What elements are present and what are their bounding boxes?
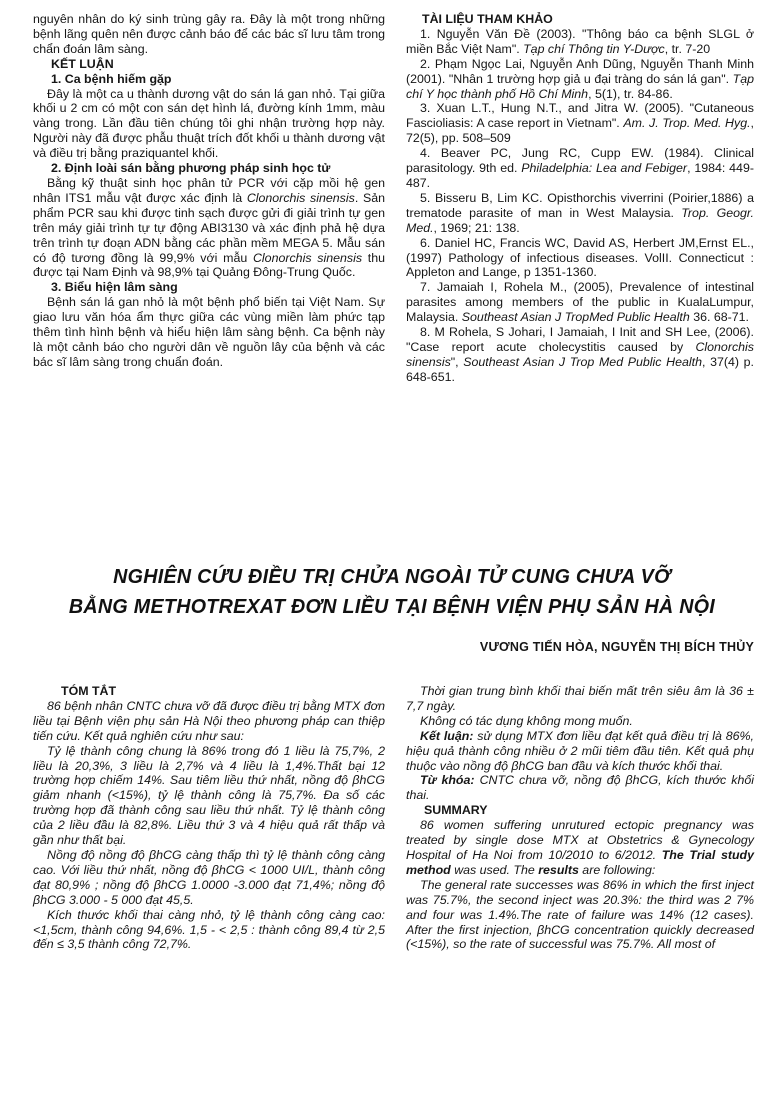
section-1-text: Đây là một ca u thành dương vật do sán lá gan nhỏ. Tại giữa khối u 2 cm có một con sán dẹt hình lá, đường kính 1mm, màu vàng trong. Lần đầu tiên chúng tôi ghi nhận trường hợp này. Người này đã được phẫu thuật trích đốt khối u thành dương vật và điều trị bằng praziquantel khối.: [33, 86, 385, 161]
reference-text: , 72(5), pp. 508–509: [406, 116, 754, 146]
reference-text: 1. Nguyễn Văn Đề (2003). "Thông báo ca bệnh SLGL ở miền Bắc Việt Nam".: [406, 26, 754, 56]
reference-text: , 5(1), tr. 84-86.: [588, 86, 673, 101]
conclusion-text: sử dụng MTX đơn liều đạt kết quả điều trị là 86%, hiệu quả thành công nhiều ở 2 mũi tiêm đầu tiên. Kết quả phụ thuộc vào nồng độ βhCG ban đầu và kích thước khối thai.: [406, 728, 754, 773]
keywords-label: Từ khóa:: [420, 773, 475, 788]
reference-text: , 1984: 449-487.: [406, 161, 754, 190]
summary-text: are following:: [578, 862, 656, 877]
references-heading: TÀI LIỆU THAM KHẢO: [422, 12, 553, 26]
reference-text: 36. 68-71.: [689, 310, 749, 325]
species-name: Clonorchis sinensis: [252, 250, 363, 265]
keywords-text: CNTC chưa vỡ, nồng độ βhCG, kích thước khối thai.: [406, 773, 754, 803]
abstract-keywords: [406, 773, 754, 803]
journal-name: Southeast Asian J Trop Med Public Health: [463, 354, 702, 369]
summary-heading: SUMMARY: [424, 803, 488, 818]
journal-name: Southeast Asian J TropMed Public Health: [461, 310, 690, 325]
abstract-paragraph-4: Kích thước khối thai càng nhỏ, tỷ lệ thành công càng cao: <1,5cm, thành công 94,6%. 1,5 - < 2,5 : thành công 89,4 từ 2,5 đến ≤ 3,5 thành công 72,7%.: [33, 907, 385, 952]
summary-paragraph-1: [406, 818, 754, 878]
abstract-paragraph-6: Không có tác dụng không mong muốn.: [420, 713, 633, 728]
reference-7: [406, 280, 754, 325]
reference-2: [406, 57, 754, 102]
references-column: [406, 12, 754, 385]
reference-text: , tr. 7-20: [664, 41, 711, 56]
section-2-text-c: thu được tại Nam Định và 98,9% tại Quảng Đông-Trung Quốc.: [33, 250, 385, 280]
reference-6: 6. Daniel HC, Francis WC, David AS, Herbert JM,Ernst EL., (1997) Pathology of infectious diseases. VolII. Connecticut : Appleton and Lange, p 1351-1360.: [406, 235, 754, 280]
reference-text: 4. Beaver PC, Jung RC, Cupp EW. (1984). Clinical parasitology. 9th ed.: [406, 146, 754, 176]
article-title-line-1: NGHIÊN CỨU ĐIỀU TRỊ CHỬA NGOÀI TỬ CUNG CHƯA VỠ: [113, 565, 671, 588]
reference-text: ",: [450, 354, 464, 369]
reference-text: 2. Phạm Ngọc Lai, Nguyễn Anh Dũng, Nguyễn Thanh Minh (2001). "Nhân 1 trường hợp giả u đại tràng do sán lá gan".: [406, 56, 754, 86]
reference-text: 3. Xuan L.T., Hung N.T., and Jitra W. (2005). "Cutaneous Fascioliasis: A case report in Vietnam".: [406, 101, 754, 131]
journal-name: Am. J. Trop. Med. Hyg.: [623, 116, 751, 131]
reference-4: [406, 146, 754, 191]
reference-1: [406, 27, 754, 57]
summary-text: was used. The: [450, 862, 539, 877]
abstract-right-column: [406, 684, 754, 952]
summary-text: 86 women suffering unrutured ectopic pregnancy was treated by single dose MTX at Obstetrics & Gynecology Hospital of Ha Noi from 10/2010 to 6/2012.: [406, 818, 754, 862]
section-2-text-a: Bằng kỹ thuật sinh học phân tử PCR với cặp mồi hệ gen nhân ITS1 mẫu vật được xác định là: [33, 175, 385, 205]
reference-text: , 37(4) p. 648-651.: [406, 354, 754, 384]
article-title-line-2: BẰNG METHOTREXAT ĐƠN LIỀU TẠI BỆNH VIỆN PHỤ SẢN HÀ NỘI: [68, 595, 716, 618]
reference-3: [406, 101, 754, 146]
section-2-text-b: . Sản phẩm PCR sau khi được tinh sạch được gửi đi giải trình tự gen trên máy giải trình tự tự động ABI3130 và xác định phả hệ dựa trên trình tự đoạn ADN bằng các phần mềm MEGA 5. Mẫu sán có độ tương đồng là 99,9% với mẫu: [33, 190, 385, 265]
abstract-paragraph-1: 86 bệnh nhân CNTC chưa vỡ đã được điều trị bằng MTX đơn liều tại Bệnh viện phụ sản Hà Nội theo phương pháp can thiệp tiến cứu. Kết quả nghiên cứu như sau:: [33, 698, 385, 743]
section-1-heading: 1. Ca bệnh hiếm gặp: [51, 71, 172, 86]
section-3-text: Bệnh sán lá gan nhỏ là một bệnh phổ biến tại Việt Nam. Sự giao lưu văn hóa ẩm thực giữa các vùng miền làm phức tạp thêm tình hình bệnh và hiểu hiện lâm sàng bệnh. Ca bệnh này là một cảnh báo cho người dân về nguồn lây của bệnh và các bác sĩ lâm sàng trong chuẩn đoán.: [33, 295, 385, 369]
reference-text: 8. M Rohela, S Johari, I Jamaiah, I Init and SH Lee, (2006). "Case report acute cholecystitis caused by: [406, 325, 754, 354]
reference-text: 7. Jamaiah I, Rohela M., (2005), Prevalence of intestinal parasites among members of the public in KualaLumpur, Malaysia.: [406, 280, 754, 325]
journal-name: Trop. Geogr. Med.: [406, 205, 754, 235]
reference-5: [406, 191, 754, 236]
article-authors: VƯƠNG TIẾN HÒA, NGUYỄN THỊ BÍCH THỦY: [479, 640, 754, 654]
reference-text: 5. Bisseru B, Lim KC. Opisthorchis viverrini (Poirier,1886) a trematode parasite of man in West Malaysia.: [406, 190, 754, 220]
species-name: Clonorchis sinensis: [246, 190, 355, 205]
conclusion-heading: KẾT LUẬN: [51, 56, 114, 71]
reference-text: , 1969; 21: 138.: [433, 220, 520, 235]
abstract-heading: TÓM TẮT: [61, 684, 117, 698]
intro-paragraph: nguyên nhân do ký sinh trùng gây ra. Đây là một trong những bệnh lãng quên nên được cảnh báo để các bác sĩ lưu tâm trong chẩn đoán lâm sàng.: [33, 12, 385, 56]
species-name: Clonorchis sinensis: [406, 339, 754, 369]
abstract-paragraph-2: Tỷ lệ thành công chung là 86% trong đó 1 liều là 75,7%, 2 liều là 20,3%, 3 liều là 2,7% và 4 liều là 1,4%.Thất bại 12 trường hợp chiếm 14%. Sau tiêm liều thứ nhất, nồng độ βhCG giảm nhanh (<15%), tỷ lệ thành công là 75,7%. Đa số các trường hợp đã thành công sau liều thứ nhất. Tỷ lệ thành công của 2 liều đầu là 82,8%. Liều thứ 3 và 4 hiệu quả rất thấp và gần như thất bại.: [33, 743, 385, 848]
abstract-paragraph-3: Nồng độ nồng độ βhCG càng thấp thì tỷ lệ thành công càng cao. Với liều thứ nhất, nồng độ βhCG < 1000 UI/L, thành công đạt 80,9% ; nồng độ βhCG 1.0000 -3.000 đạt 71,4%; nồng độ βhCG 3.000 - 5 000 đạt 45,5.: [33, 847, 385, 907]
journal-name: Philadelphia: Lea and Febiger: [521, 161, 688, 176]
conclusion-label: Kết luận:: [420, 728, 474, 743]
abstract-left-column: [33, 684, 385, 952]
summary-paragraph-2: The general rate successes was 86% in which the first inject was 75.7%, the second inject was 20.3%: the third was 2 7% and four was 1.4%.The rate of failure was 14% (12 cases). After the first injection, βhCG concentration quickly decreased (<15%), so the rate of successful was 75.7%. All most of: [406, 877, 754, 952]
summary-method: The Trial study method: [406, 847, 754, 877]
abstract-conclusion: [406, 729, 754, 774]
journal-name: Tạp chí Thông tin Y-Dược: [523, 41, 665, 56]
section-2-text: [33, 176, 385, 280]
journal-name: Tạp chí Y học thành phố Hồ Chí Minh: [406, 71, 754, 101]
reference-8: [406, 325, 754, 385]
abstract-paragraph-5: Thời gian trung bình khối thai biến mất trên siêu âm là 36 ± 7,7 ngày.: [406, 684, 754, 713]
summary-results-label: results: [538, 862, 579, 877]
previous-article-left-column: [33, 12, 385, 370]
section-2-heading: 2. Định loài sán bằng phương pháp sinh học tử: [51, 161, 331, 176]
section-3-heading: 3. Biểu hiện lâm sàng: [51, 280, 178, 295]
